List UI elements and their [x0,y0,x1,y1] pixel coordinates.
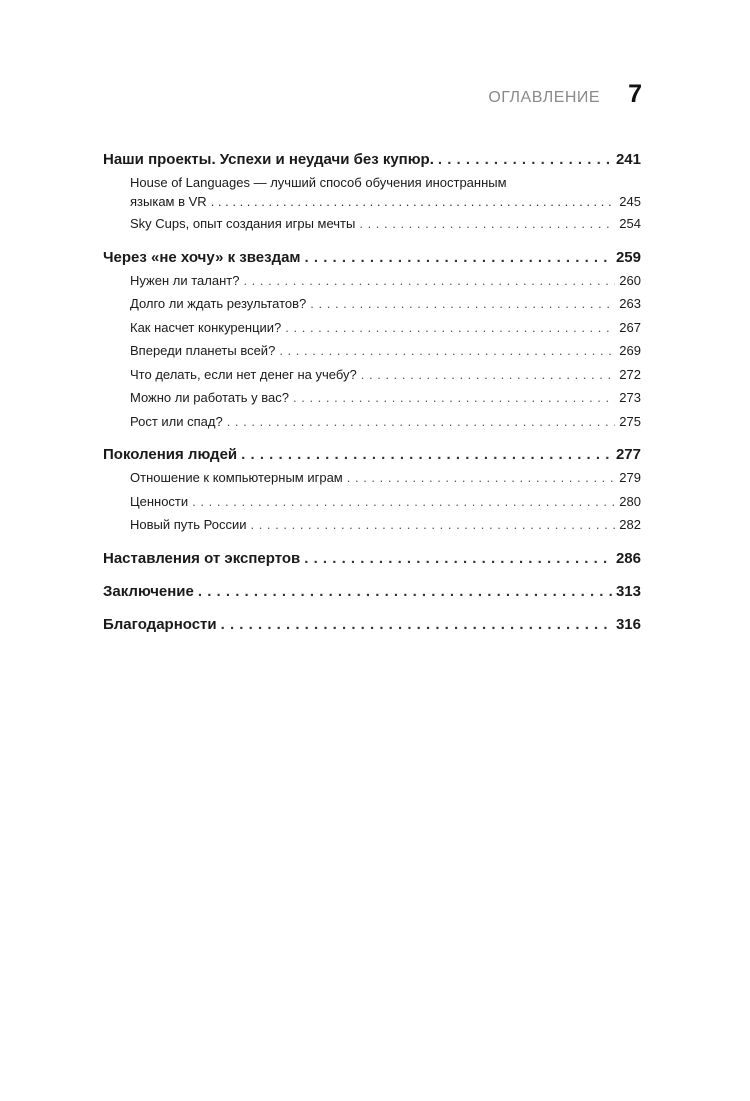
dot-leader [310,292,615,316]
toc-section-title: Заключение [103,582,194,600]
toc-subsection-title: Ценности [130,493,189,509]
toc-subsection[interactable] [130,316,641,340]
toc-subsection-page: 245 [619,194,641,209]
toc-section-page: 241 [615,151,641,168]
toc-subsection-title: Можно ли работать у вас? [130,390,290,405]
toc-subsection-list [103,269,641,434]
toc-subsection-title: Рост или спад? [130,413,223,429]
dot-leader [305,246,612,269]
running-head [488,80,642,109]
toc-section-title: Наставления от экспертов [103,549,301,567]
dot-leader [293,386,615,410]
toc-section-title: Наши проекты. Успехи и неудачи без купюр. [103,151,434,168]
toc-section-page: 259 [615,248,641,266]
toc-subsection-page: 282 [619,517,641,532]
dot-leader [347,466,616,490]
toc-subsection[interactable] [130,466,641,490]
toc-subsection[interactable] [130,339,641,363]
toc-section-title: Поколения людей [103,446,238,463]
table-of-contents [103,148,641,636]
toc-subsection[interactable] [130,171,641,212]
dot-leader [211,192,616,212]
toc-subsection-title: Sky Cups, опыт создания игры мечты [130,216,356,231]
toc-subsection-page: 275 [619,413,641,429]
toc-subsection-page: 279 [619,470,641,485]
toc-subsection-page: 280 [619,493,641,509]
toc-subsection-page: 267 [619,319,641,335]
running-title: ОГЛАВЛЕНИЕ [488,89,601,106]
dot-leader [304,547,612,570]
toc-section[interactable] [103,246,641,269]
toc-subsection[interactable] [130,490,641,514]
toc-subsection[interactable] [130,513,641,537]
toc-subsection[interactable] [130,386,641,410]
toc-section-page: 316 [615,615,641,633]
dot-leader [359,212,615,236]
dot-leader [192,490,615,514]
toc-section[interactable] [103,613,641,636]
dot-leader [279,339,615,363]
toc-subsection-page: 254 [619,216,641,231]
dot-leader [250,513,615,537]
toc-subsection[interactable] [130,410,641,434]
dot-leader [243,269,615,293]
toc-subsection-title-line1: House of Languages — лучший способ обучения иностранным [130,175,507,190]
toc-subsection-page: 269 [619,343,641,358]
dot-leader [361,363,616,387]
dot-leader [221,613,612,636]
toc-subsection-page: 260 [619,272,641,288]
toc-section-title: Благодарности [103,615,217,633]
toc-subsection-title: Отношение к компьютерным играм [130,470,343,485]
toc-subsection-title: Новый путь России [130,517,247,532]
toc-section[interactable] [103,148,641,171]
toc-subsection[interactable] [130,212,641,236]
dot-leader [285,316,615,340]
toc-subsection[interactable] [130,363,641,387]
toc-subsection[interactable] [130,292,641,316]
toc-subsection-list [103,171,641,236]
page-number: 7 [628,80,642,108]
toc-section[interactable] [103,547,641,570]
toc-section-page: 286 [615,549,641,567]
toc-subsection-page: 263 [619,296,641,311]
toc-section-page: 313 [615,582,641,600]
toc-section-title: Через «не хочу» к звездам [103,248,301,266]
toc-subsection-title: Долго ли ждать результатов? [130,296,307,311]
dot-leader [227,410,616,434]
toc-subsection-page: 272 [619,366,641,382]
toc-section[interactable] [103,443,641,466]
toc-subsection-title: Впереди планеты всей? [130,343,276,358]
dot-leader [198,580,612,603]
toc-section-page: 277 [615,446,641,463]
dot-leader [438,148,612,171]
toc-subsection-title: Как насчет конкуренции? [130,319,282,335]
dot-leader [241,443,612,466]
toc-subsection-page: 273 [619,390,641,405]
toc-subsection-list [103,466,641,537]
toc-subsection-title: Нужен ли талант? [130,272,240,288]
toc-section[interactable] [103,580,641,603]
toc-subsection-title: языкам в VR [130,194,207,209]
toc-subsection[interactable] [130,269,641,293]
toc-subsection-title: Что делать, если нет денег на учебу? [130,366,357,382]
